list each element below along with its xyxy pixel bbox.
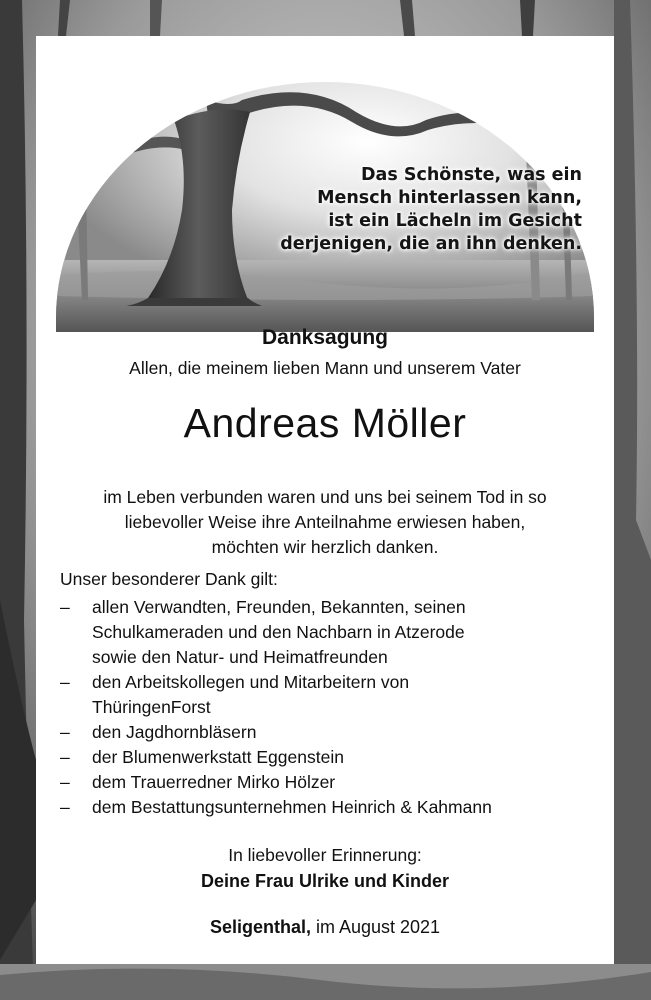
list-item-line: ThüringenForst — [92, 697, 211, 717]
heading: Danksagung — [261, 326, 389, 349]
place-name: Seligenthal, — [209, 917, 311, 937]
list-item-line: dem Trauerredner Mirko Hölzer — [92, 772, 336, 792]
list-item-line: allen Verwandten, Freunden, Bekannten, seinen — [92, 597, 466, 617]
announcement-card — [36, 36, 614, 964]
dash-bullet: – — [60, 772, 70, 792]
thanks-intro: Unser besonderer Dank gilt: — [60, 569, 278, 589]
motto-line: derjenigen, die an ihn denken. — [280, 234, 582, 254]
list-item-line: den Jagdhornbläsern — [92, 722, 257, 742]
paragraph-line: liebevoller Weise ihre Anteilnahme erwiesen haben, — [124, 512, 526, 532]
list-item-line: Schulkameraden und den Nachbarn in Atzerode — [92, 622, 465, 642]
dash-bullet: – — [60, 722, 70, 742]
dash-bullet: – — [60, 672, 70, 692]
dash-bullet: – — [60, 797, 70, 817]
list-item — [60, 720, 600, 745]
deceased-name: Andreas Möller — [183, 400, 467, 446]
memory-line: In liebevoller Erinnerung: — [228, 845, 422, 865]
place-date-line — [36, 917, 614, 938]
motto-line: Mensch hinterlassen kann, — [317, 188, 582, 208]
list-item — [60, 595, 600, 670]
family-signature: Deine Frau Ulrike und Kinder — [200, 871, 450, 891]
list-item-line: den Arbeitskollegen und Mitarbeitern von — [92, 672, 410, 692]
list-item — [60, 670, 600, 720]
list-item-line: der Blumenwerkstatt Eggenstein — [92, 747, 344, 767]
list-item-line: sowie den Natur- und Heimatfreunden — [92, 647, 388, 667]
list-item-line: dem Bestattungsunternehmen Heinrich & Kahmann — [92, 797, 492, 817]
list-item — [60, 745, 600, 770]
thanks-list — [60, 595, 600, 820]
intro-line: Allen, die meinem lieben Mann und unserem Vater — [129, 358, 521, 378]
list-item — [60, 770, 600, 795]
motto-quote — [186, 164, 582, 256]
dash-bullet: – — [60, 597, 70, 617]
dash-bullet: – — [60, 747, 70, 767]
motto-line: ist ein Lächeln im Gesicht — [328, 211, 582, 231]
list-item — [60, 795, 600, 820]
paragraph-line: im Leben verbunden waren und uns bei seinem Tod in so — [103, 487, 547, 507]
motto-line: Das Schönste, was ein — [361, 165, 582, 185]
thanks-paragraph — [36, 485, 614, 560]
date-text: im August 2021 — [310, 917, 441, 937]
paragraph-line: möchten wir herzlich danken. — [211, 537, 439, 557]
